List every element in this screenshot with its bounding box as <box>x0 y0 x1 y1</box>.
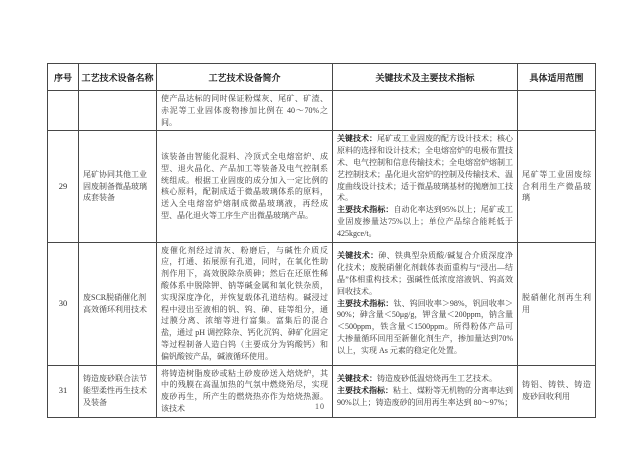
row-scope: 尾矿等工业固废综合利用生产微晶玻璃 <box>518 131 596 242</box>
row-device-name: 尾矿协同其他工业固废制备微晶玻璃成套装备 <box>79 131 157 242</box>
key-tech-label: 关键技术： <box>337 134 377 144</box>
key-tech-text: 砷、铁典型杂质酸/碱复合介质深度净化技术；废脱硝催化剂载体表面重构与“浸出—结晶”体相重构技术；强碱性低浓度溶液钒、钨高效回收技术。 <box>337 251 513 296</box>
key-tech-label: 关键技术： <box>337 251 379 261</box>
table-row-30 <box>48 242 596 365</box>
row-device-intro: 使产品达标的同时保证粉煤灰、尾矿、矿渣、赤泥等工业固体废物掺加比例在 40～70%之间。 <box>157 91 333 131</box>
header-intro: 工艺技术设备简介 <box>157 64 333 91</box>
key-tech-text: 尾矿或工业固废的配方设计技术；核心原料的选择和设计技术；全电熔窑炉的电极布置技术、电气控制和信息传输技术；全电熔窑炉熔制工艺控制技术；晶化退火窑炉的控制及传输技术、温度曲线设计技术；适于微晶玻璃基材的抛磨加工技术。 <box>337 134 513 203</box>
header-scope: 具体适用范围 <box>518 64 596 91</box>
table-row-29 <box>48 131 596 242</box>
header-name: 工艺技术设备名称 <box>79 64 157 91</box>
indicators-label: 主要技术指标： <box>337 298 394 308</box>
indicators-text: 粘土、煤粉等无机物的分离率达到90%以上；铸造废砂的回用再生率达到 80～97%； <box>337 386 513 408</box>
row-device-intro: 将铸造树脂废砂或粘土砂废砂送入焙烧炉，其中的残膜在高温加热的气氛中燃烧殆尽，实现废砂再生，所产生的燃烧热亦作为焙烧热源。该技术 <box>157 365 333 417</box>
row-seq: 31 <box>48 365 79 417</box>
row-scope: 铸铝、铸铁、铸造废砂回收利用 <box>518 365 596 417</box>
row-device-name: 废SCR脱硝催化剂高效循环利用技术 <box>79 242 157 365</box>
page-number: 10 <box>315 402 325 411</box>
table-row-continuation <box>48 91 596 131</box>
row-key-tech <box>333 242 518 365</box>
row-device-name: 铸造废砂联合法节能型柔性再生技术及装备 <box>79 365 157 417</box>
row-key-tech <box>333 91 518 131</box>
indicators-label: 主要技术指标： <box>337 386 393 396</box>
row-seq: 29 <box>48 131 79 242</box>
row-scope: 脱硝催化剂再生利用 <box>518 242 596 365</box>
row-device-intro: 该装备由智能化混料、冷顶式全电熔窑炉、成型、退火晶化、产品加工等装备及电气控制系统组成。根据工业固废的成分加入一定比例的核心原料，配制成适于微晶玻璃体系的原料，送入全电熔窑炉熔制成微晶玻璃液，再经成型、晶化退火等工序生产出微晶玻璃产品。 <box>157 131 333 242</box>
row-device-name <box>79 91 157 131</box>
catalog-table <box>47 63 596 418</box>
row-seq: 30 <box>48 242 79 365</box>
header-key-tech: 关键技术及主要技术指标 <box>333 64 518 91</box>
row-scope <box>518 91 596 131</box>
row-device-intro: 废催化剂经过清灰、粉磨后，与碱性介质反应，打通、拓展原有孔道，同时，在氧化性助剂作用下，高效脱除杂质砷；然后在还原性稀酸体系中脱除钾、钠等碱金属和氧化铁杂质，实现深度净化，并恢复载体孔道结构。碱浸过程中浸出至液相的钒、钨、砷、硅等组分，通过膜分离、浓缩等进行富集。富集后的混合盐，通过 pH 调控除杂、钙化沉钨、砷矿化固定等过程制备人造白钨（主要成分为钨酸钙）和偏钒酸铵产品，碱液循环使用。 <box>157 242 333 365</box>
row-key-tech <box>333 131 518 242</box>
key-tech-text: 铸造废砂低温焙烧再生工艺技术。 <box>377 374 497 384</box>
row-seq <box>48 91 79 131</box>
indicators-label: 主要技术指标： <box>337 205 394 215</box>
header-seq: 序号 <box>48 64 79 91</box>
indicators-text: 钛、钨回收率＞98%，钒回收率＞90%；砷含量＜50μg/g，钾含量＜200ppm，钠含量＜500ppm，铁含量＜1500ppm。所得粉体产品可大掺量循环回用至新催化剂生产，掺加量达到70%以上，实现 As 元素的稳定化处置。 <box>337 298 514 355</box>
key-tech-label: 关键技术： <box>337 374 377 384</box>
indicators-text: 自动化率达到95%以上；尾矿或工业固废掺量达75%以上；单位产品综合能耗低于425kgce/t。 <box>337 205 513 238</box>
header-row <box>48 64 596 91</box>
